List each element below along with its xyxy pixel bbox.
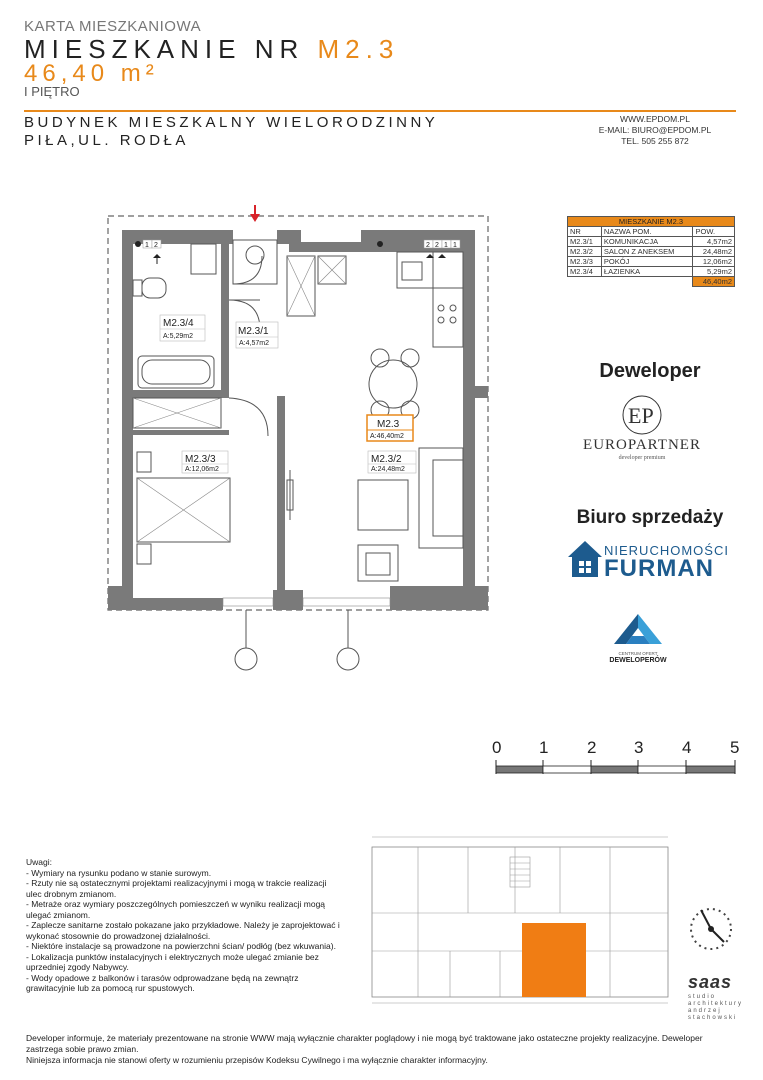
footer-line-2: Niniejsza informacja nie stanowi oferty w rozumieniu przepisów Kodeksu Cywilnego i ma wyłącznie charakter informacyjny. — [26, 1055, 488, 1065]
plan-outline — [108, 216, 488, 610]
scale-bar — [495, 760, 737, 776]
room-table-total: 46,40m2 — [693, 277, 735, 287]
agency-top-label: NIERUCHOMOŚCI — [604, 543, 729, 558]
svg-text:M2.3/2: M2.3/2 — [371, 454, 402, 465]
architect-logo: saas — [688, 972, 733, 992]
unit-label — [367, 415, 413, 441]
building-key-plan — [370, 833, 670, 1005]
entrance-arrow-icon — [250, 205, 260, 222]
svg-text:A:4,57m2: A:4,57m2 — [239, 340, 269, 347]
contact-www[interactable]: WWW.EPDOM.PL — [620, 114, 690, 124]
svg-text:2: 2 — [426, 242, 430, 249]
house-logo-icon — [566, 539, 604, 579]
note-item: - Wody opadowe z balkonów i tarasów odprowadzane będą na zewnątrz grawitacyjnie lub za pomocą rur spustowych. — [26, 972, 299, 993]
room-label-bathroom — [160, 315, 205, 341]
architect-name: studio architektury andrzej stachowski — [688, 994, 744, 1021]
room-label-living — [368, 451, 416, 473]
note-item: - Niektóre instalacje są prowadzone na powierzchni ścian/ podłóg (bez wkuwania). — [26, 941, 336, 951]
room-label-hall — [236, 322, 278, 348]
table-row: M2.3/4 ŁAZIENKA 5,29m2 — [568, 267, 735, 277]
apartment-number: M2.3 — [317, 34, 400, 64]
scale-label-4: 4 — [682, 738, 692, 757]
svg-text:2: 2 — [154, 242, 158, 249]
portal-logo-icon — [612, 612, 664, 652]
floor-label: I PIĘTRO — [24, 84, 80, 99]
notes-heading: Uwagi: — [26, 857, 52, 867]
walls — [108, 230, 488, 610]
svg-text:1: 1 — [444, 242, 448, 249]
building-type: BUDYNEK MIESZKALNY WIELORODZINNY — [24, 114, 439, 131]
portal-line1: CENTRUM OFERT — [618, 651, 658, 656]
room-table-header: NR NAZWA POM. POW. — [568, 227, 735, 237]
svg-text:1: 1 — [145, 242, 149, 249]
scale-label-5: 5 — [730, 738, 740, 757]
scale-label-3: 3 — [634, 738, 644, 757]
note-item: - Wymiary na rysunku podano w stanie surowym. — [26, 867, 212, 878]
svg-text:A:46,40m2: A:46,40m2 — [370, 433, 404, 440]
svg-text:M2.3/3: M2.3/3 — [185, 454, 216, 465]
developer-name: EUROPARTNER — [583, 437, 701, 453]
svg-text:A:5,29m2: A:5,29m2 — [163, 333, 193, 340]
room-table — [567, 216, 735, 287]
header-divider — [24, 110, 736, 112]
table-row: M2.3/3 POKÓJ 12,06m2 — [568, 257, 735, 267]
key-plan-highlight — [522, 923, 586, 997]
room-label-bedroom — [182, 451, 228, 473]
armchair — [358, 545, 398, 581]
note-item: - Zaplecze sanitarne zostało pokazane jako przykładowe. Należy je zaprojektować i wykonać stosownie do prowadzonej działalności. — [26, 920, 340, 941]
apartment-area: 46,40 m² — [24, 60, 159, 87]
footer-disclaimer — [26, 1033, 738, 1066]
contact-phone: TEL. 505 255 872 — [621, 136, 689, 146]
room-table-total-row — [568, 277, 735, 287]
note-item: - Rzuty nie są ostatecznymi projektami realizacyjnymi i mogą w trakcie realizacji ulec drobnym zmianom. — [26, 878, 327, 899]
room-table-title: MIESZKANIE M2.3 — [568, 217, 735, 227]
card-label: KARTA MIESZKANIOWA — [24, 18, 202, 35]
sofa — [419, 448, 463, 548]
portal-line2: DEWELOPERÓW — [609, 657, 667, 664]
building-address: PIŁA,UL. RODŁA — [24, 132, 189, 149]
developer-heading: Deweloper — [599, 360, 701, 382]
toilet — [142, 278, 166, 298]
svg-text:A:12,06m2: A:12,06m2 — [185, 466, 219, 473]
footer-line-1: Developer informuje, że materiały prezentowane na stronie WWW mają wyłącznie charakter poglądowy i nie mogą być traktowane jako ostateczne projekty realizacyjne. Deweloper zastrzega sobie prawo zmian. — [26, 1033, 703, 1054]
svg-text:EP: EP — [628, 403, 654, 428]
svg-text:1: 1 — [453, 242, 457, 249]
contact-email[interactable]: E-MAIL: BIURO@EPDOM.PL — [598, 125, 712, 135]
note-item: - Lokalizacja punktów instalacyjnych i elektrycznych może ulegać zmianie bez uprzedniej zgody Nabywcy. — [26, 951, 319, 972]
svg-text:M2.3: M2.3 — [377, 419, 400, 430]
europartner-logo-icon — [619, 394, 665, 436]
table-row: M2.3/2 SALON Z ANEKSEM 24,48m2 — [568, 247, 735, 257]
table-row: M2.3/1 KOMUNIKACJA 4,57m2 — [568, 237, 735, 247]
note-item: - Metraże oraz wymiary poszczególnych pomieszczeń w wyniku realizacji mogą ulegać zmianom. — [26, 899, 326, 920]
washbasin — [191, 244, 216, 274]
developer-tagline: developer premium — [618, 455, 666, 461]
tag-strip-left — [135, 240, 161, 264]
scale-label-1: 1 — [539, 738, 549, 757]
svg-text:2: 2 — [435, 242, 439, 249]
svg-text:M2.3/1: M2.3/1 — [238, 326, 269, 337]
title-prefix: MIESZKANIE NR — [24, 34, 318, 64]
agency-name: FURMAN — [604, 555, 714, 582]
floor-plan — [100, 200, 500, 680]
scale-label-2: 2 — [587, 738, 597, 757]
contact-block — [585, 114, 725, 147]
sales-heading: Biuro sprzedaży — [576, 507, 724, 528]
svg-text:M2.3/4: M2.3/4 — [163, 318, 194, 329]
scale-label-0: 0 — [492, 738, 502, 757]
notes-block — [26, 857, 344, 994]
svg-text:A:24,48m2: A:24,48m2 — [371, 466, 405, 473]
compass-icon — [684, 902, 738, 956]
